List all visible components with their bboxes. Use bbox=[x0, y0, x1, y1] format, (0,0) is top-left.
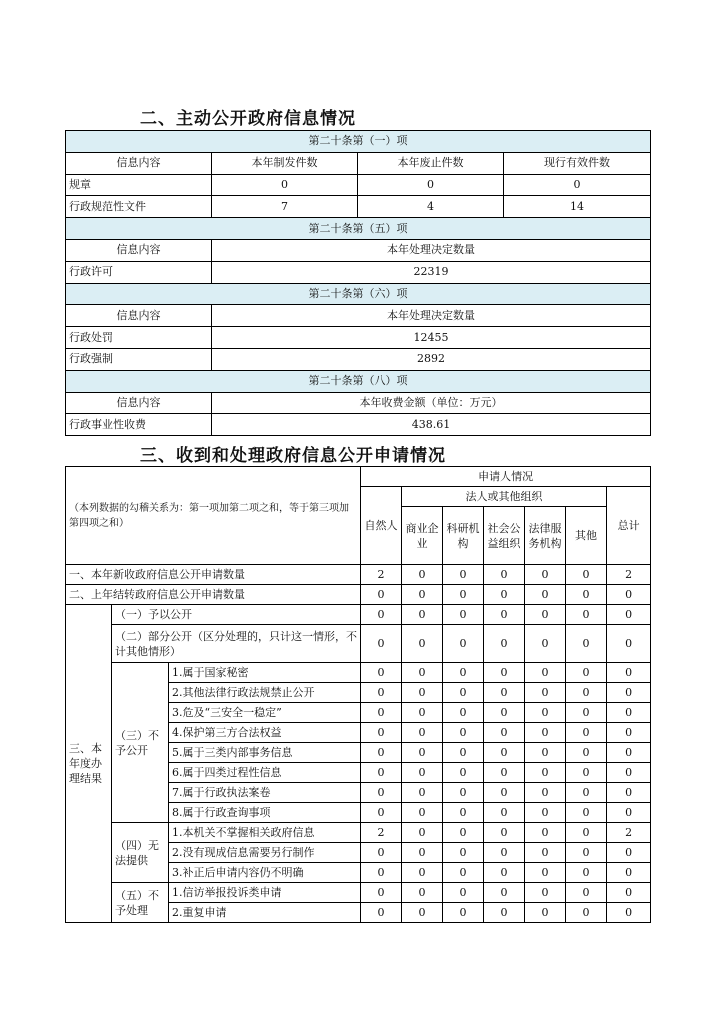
col-header: 现行有效件数 bbox=[504, 152, 651, 174]
cell-value: 0 bbox=[443, 863, 484, 883]
cell-value: 0 bbox=[566, 863, 607, 883]
cell-value: 0 bbox=[525, 565, 566, 585]
cell-value: 0 bbox=[566, 723, 607, 743]
cell-value: 0 bbox=[607, 663, 651, 683]
band-article-5: 第二十条第（五）项 bbox=[66, 218, 651, 240]
cell-value: 0 bbox=[484, 565, 525, 585]
table-row bbox=[66, 196, 651, 218]
cell-value: 0 bbox=[607, 743, 651, 763]
cell-value: 0 bbox=[525, 743, 566, 763]
row-label: 7.属于行政执法案卷 bbox=[169, 783, 361, 803]
col-header: 其他 bbox=[566, 507, 607, 565]
cell-value: 0 bbox=[607, 843, 651, 863]
cell-value: 0 bbox=[607, 703, 651, 723]
table-row bbox=[66, 585, 651, 605]
cell-value: 0 bbox=[525, 703, 566, 723]
cell-value: 0 bbox=[484, 625, 525, 663]
relation-note: （本列数据的勾稽关系为：第一项加第二项之和，等于第三项加第四项之和） bbox=[66, 467, 361, 565]
table-row bbox=[66, 261, 651, 283]
application-handling-table bbox=[65, 466, 651, 923]
cell-value: 0 bbox=[525, 763, 566, 783]
cell-value: 0 bbox=[361, 903, 402, 923]
legal-entity-header: 法人或其他组织 bbox=[402, 487, 607, 507]
cell-value: 0 bbox=[484, 585, 525, 605]
cell-value: 0 bbox=[566, 843, 607, 863]
col-header: 信息内容 bbox=[66, 239, 212, 261]
cell-value: 0 bbox=[566, 565, 607, 585]
table-row bbox=[66, 348, 651, 370]
cell-value: 0 bbox=[443, 723, 484, 743]
cell-value: 2 bbox=[361, 823, 402, 843]
cell-value: 0 bbox=[361, 843, 402, 863]
cell-value: 0 bbox=[443, 743, 484, 763]
row-label: 行政强制 bbox=[66, 348, 212, 370]
sub-label-not-processed: （五）不予处理 bbox=[112, 883, 169, 923]
col-header: 社会公益组织 bbox=[484, 507, 525, 565]
col-header: 科研机构 bbox=[443, 507, 484, 565]
table-row bbox=[66, 414, 651, 436]
cell-value: 0 bbox=[525, 585, 566, 605]
col-header: 法律服务机构 bbox=[525, 507, 566, 565]
row-label: （二）部分公开（区分处理的，只计这一情形，不计其他情形） bbox=[112, 625, 361, 663]
cell-value: 0 bbox=[443, 585, 484, 605]
group-label-results: 三、本年度办理结果 bbox=[66, 605, 112, 923]
row-label: 2.重复申请 bbox=[169, 903, 361, 923]
cell-value: 0 bbox=[607, 863, 651, 883]
cell-value: 0 bbox=[484, 723, 525, 743]
row-label: 行政处罚 bbox=[66, 327, 212, 349]
cell-value: 0 bbox=[402, 663, 443, 683]
cell-value: 0 bbox=[525, 903, 566, 923]
cell-value: 438.61 bbox=[212, 414, 651, 436]
sub-label-withheld: （三）不予公开 bbox=[112, 663, 169, 823]
table-row bbox=[66, 883, 651, 903]
cell-value: 0 bbox=[607, 585, 651, 605]
row-label: 二、上年结转政府信息公开申请数量 bbox=[66, 585, 361, 605]
cell-value: 0 bbox=[402, 605, 443, 625]
cell-value: 0 bbox=[361, 763, 402, 783]
cell-value: 0 bbox=[402, 863, 443, 883]
table-row bbox=[66, 823, 651, 843]
row-label: 1.属于国家秘密 bbox=[169, 663, 361, 683]
cell-value: 0 bbox=[607, 803, 651, 823]
row-label: 行政事业性收费 bbox=[66, 414, 212, 436]
cell-value: 0 bbox=[566, 803, 607, 823]
cell-value: 0 bbox=[443, 625, 484, 663]
sub-label-unavailable: （四）无法提供 bbox=[112, 823, 169, 883]
cell-value: 0 bbox=[566, 883, 607, 903]
cell-value: 0 bbox=[525, 663, 566, 683]
cell-value: 7 bbox=[212, 196, 358, 218]
cell-value: 0 bbox=[484, 703, 525, 723]
cell-value: 0 bbox=[484, 843, 525, 863]
applicant-header: 申请人情况 bbox=[361, 467, 651, 487]
cell-value: 0 bbox=[443, 883, 484, 903]
cell-value: 0 bbox=[484, 663, 525, 683]
cell-value: 0 bbox=[402, 783, 443, 803]
band-article-6: 第二十条第（六）项 bbox=[66, 283, 651, 305]
cell-value: 0 bbox=[443, 565, 484, 585]
cell-value: 0 bbox=[525, 723, 566, 743]
row-label: （一）予以公开 bbox=[112, 605, 361, 625]
cell-value: 0 bbox=[358, 174, 504, 196]
row-label: 3.补正后申请内容仍不明确 bbox=[169, 863, 361, 883]
cell-value: 0 bbox=[361, 663, 402, 683]
cell-value: 0 bbox=[484, 883, 525, 903]
cell-value: 0 bbox=[525, 683, 566, 703]
cell-value: 0 bbox=[443, 683, 484, 703]
cell-value: 0 bbox=[484, 763, 525, 783]
cell-value: 0 bbox=[525, 605, 566, 625]
cell-value: 0 bbox=[525, 843, 566, 863]
row-label: 6.属于四类过程性信息 bbox=[169, 763, 361, 783]
row-label: 5.属于三类内部事务信息 bbox=[169, 743, 361, 763]
cell-value: 0 bbox=[525, 803, 566, 823]
table-row bbox=[66, 663, 651, 683]
cell-value: 0 bbox=[566, 763, 607, 783]
cell-value: 0 bbox=[402, 625, 443, 663]
cell-value: 0 bbox=[443, 843, 484, 863]
col-header: 本年收费金额（单位：万元） bbox=[212, 392, 651, 414]
section2-title: 二、主动公开政府信息情况 bbox=[140, 109, 356, 129]
cell-value: 0 bbox=[566, 683, 607, 703]
row-label: 3.危及“三安全一稳定” bbox=[169, 703, 361, 723]
cell-value: 0 bbox=[361, 883, 402, 903]
cell-value: 0 bbox=[361, 703, 402, 723]
cell-value: 0 bbox=[402, 565, 443, 585]
row-label: 2.其他法律行政法规禁止公开 bbox=[169, 683, 361, 703]
cell-value: 0 bbox=[525, 625, 566, 663]
cell-value: 0 bbox=[443, 803, 484, 823]
table-row bbox=[66, 327, 651, 349]
col-header: 信息内容 bbox=[66, 152, 212, 174]
cell-value: 0 bbox=[504, 174, 651, 196]
row-label: 行政规范性文件 bbox=[66, 196, 212, 218]
cell-value: 0 bbox=[566, 903, 607, 923]
cell-value: 0 bbox=[607, 783, 651, 803]
cell-value: 0 bbox=[607, 883, 651, 903]
band-article-1: 第二十条第（一）项 bbox=[66, 131, 651, 153]
cell-value: 0 bbox=[361, 803, 402, 823]
cell-value: 0 bbox=[525, 863, 566, 883]
cell-value: 0 bbox=[361, 743, 402, 763]
cell-value: 22319 bbox=[212, 261, 651, 283]
table-row bbox=[66, 565, 651, 585]
cell-value: 12455 bbox=[212, 327, 651, 349]
cell-value: 0 bbox=[443, 703, 484, 723]
cell-value: 0 bbox=[525, 823, 566, 843]
cell-value: 0 bbox=[607, 605, 651, 625]
cell-value: 4 bbox=[358, 196, 504, 218]
cell-value: 0 bbox=[484, 783, 525, 803]
col-header: 商业企业 bbox=[402, 507, 443, 565]
cell-value: 0 bbox=[402, 763, 443, 783]
cell-value: 0 bbox=[484, 803, 525, 823]
cell-value: 0 bbox=[361, 625, 402, 663]
cell-value: 0 bbox=[566, 663, 607, 683]
col-header: 本年处理决定数量 bbox=[212, 239, 651, 261]
cell-value: 0 bbox=[484, 903, 525, 923]
cell-value: 0 bbox=[484, 683, 525, 703]
cell-value: 0 bbox=[484, 823, 525, 843]
cell-value: 0 bbox=[607, 683, 651, 703]
cell-value: 0 bbox=[484, 605, 525, 625]
cell-value: 0 bbox=[361, 783, 402, 803]
cell-value: 0 bbox=[566, 605, 607, 625]
cell-value: 0 bbox=[566, 783, 607, 803]
cell-value: 0 bbox=[607, 903, 651, 923]
cell-value: 2892 bbox=[212, 348, 651, 370]
cell-value: 2 bbox=[607, 565, 651, 585]
cell-value: 0 bbox=[443, 605, 484, 625]
proactive-disclosure-table bbox=[65, 130, 651, 436]
cell-value: 0 bbox=[361, 683, 402, 703]
natural-person-header: 自然人 bbox=[361, 487, 402, 565]
cell-value: 2 bbox=[607, 823, 651, 843]
col-header: 信息内容 bbox=[66, 392, 212, 414]
cell-value: 0 bbox=[443, 763, 484, 783]
cell-value: 0 bbox=[402, 743, 443, 763]
cell-value: 0 bbox=[361, 723, 402, 743]
cell-value: 0 bbox=[566, 823, 607, 843]
cell-value: 0 bbox=[484, 743, 525, 763]
cell-value: 0 bbox=[402, 585, 443, 605]
col-header: 信息内容 bbox=[66, 305, 212, 327]
total-header: 总计 bbox=[607, 487, 651, 565]
cell-value: 0 bbox=[361, 585, 402, 605]
cell-value: 0 bbox=[443, 663, 484, 683]
row-label: 2.没有现成信息需要另行制作 bbox=[169, 843, 361, 863]
row-label: 8.属于行政查询事项 bbox=[169, 803, 361, 823]
cell-value: 0 bbox=[525, 883, 566, 903]
table-row bbox=[66, 174, 651, 196]
table-row bbox=[66, 605, 651, 625]
cell-value: 0 bbox=[402, 883, 443, 903]
cell-value: 0 bbox=[443, 823, 484, 843]
cell-value: 2 bbox=[361, 565, 402, 585]
band-article-8: 第二十条第（八）项 bbox=[66, 370, 651, 392]
cell-value: 0 bbox=[402, 683, 443, 703]
table-row bbox=[66, 625, 651, 663]
cell-value: 0 bbox=[607, 723, 651, 743]
cell-value: 0 bbox=[361, 605, 402, 625]
row-label: 1.本机关不掌握相关政府信息 bbox=[169, 823, 361, 843]
cell-value: 0 bbox=[402, 703, 443, 723]
section3-title: 三、收到和处理政府信息公开申请情况 bbox=[140, 446, 446, 466]
cell-value: 0 bbox=[402, 723, 443, 743]
cell-value: 0 bbox=[402, 843, 443, 863]
cell-value: 0 bbox=[402, 803, 443, 823]
cell-value: 0 bbox=[212, 174, 358, 196]
row-label: 一、本年新收政府信息公开申请数量 bbox=[66, 565, 361, 585]
cell-value: 0 bbox=[566, 743, 607, 763]
col-header: 本年制发件数 bbox=[212, 152, 358, 174]
cell-value: 0 bbox=[566, 625, 607, 663]
cell-value: 0 bbox=[402, 903, 443, 923]
cell-value: 0 bbox=[402, 823, 443, 843]
row-label: 1.信访举报投诉类申请 bbox=[169, 883, 361, 903]
cell-value: 0 bbox=[607, 763, 651, 783]
cell-value: 0 bbox=[607, 625, 651, 663]
row-label: 规章 bbox=[66, 174, 212, 196]
cell-value: 0 bbox=[484, 863, 525, 883]
col-header: 本年处理决定数量 bbox=[212, 305, 651, 327]
cell-value: 0 bbox=[443, 783, 484, 803]
cell-value: 0 bbox=[443, 903, 484, 923]
cell-value: 0 bbox=[566, 703, 607, 723]
cell-value: 0 bbox=[361, 863, 402, 883]
col-header: 本年废止件数 bbox=[358, 152, 504, 174]
row-label: 行政许可 bbox=[66, 261, 212, 283]
row-label: 4.保护第三方合法权益 bbox=[169, 723, 361, 743]
cell-value: 14 bbox=[504, 196, 651, 218]
cell-value: 0 bbox=[525, 783, 566, 803]
cell-value: 0 bbox=[566, 585, 607, 605]
